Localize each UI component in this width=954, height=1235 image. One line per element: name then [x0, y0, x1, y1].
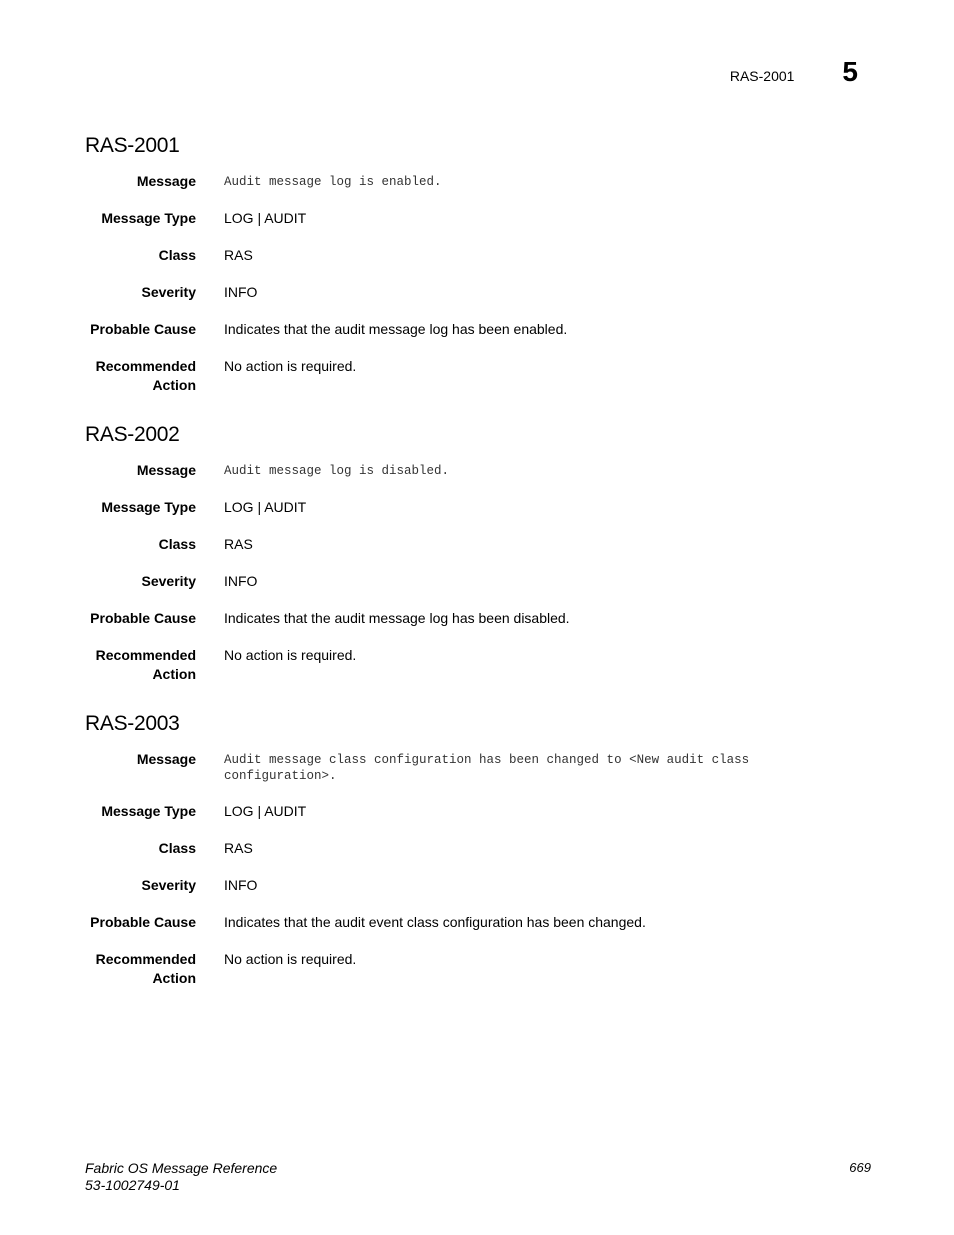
header-chapter-number: 5 [842, 56, 858, 87]
field-message-type [85, 802, 875, 821]
field-value: No action is required. [224, 647, 357, 663]
footer-page-number: 669 [849, 1160, 871, 1175]
message-entry [85, 423, 875, 684]
field-value: INFO [224, 573, 258, 589]
field-value: INFO [224, 877, 258, 893]
field-value: Audit message log is disabled. [224, 464, 450, 478]
field-label: Message [136, 173, 196, 189]
document-content [85, 134, 875, 1016]
field-severity [85, 572, 875, 591]
field-value: No action is required. [224, 951, 357, 967]
field-probable-cause [85, 320, 875, 339]
field-label: Severity [141, 284, 196, 300]
field-label: Severity [141, 573, 196, 589]
field-value: Indicates that the audit message log has been enabled. [224, 321, 568, 337]
field-message [85, 461, 875, 480]
field-label: Message Type [101, 803, 196, 819]
field-probable-cause [85, 913, 875, 932]
field-class [85, 839, 875, 858]
field-class [85, 535, 875, 554]
field-label: Probable Cause [90, 610, 196, 626]
field-value: RAS [224, 247, 253, 263]
page-header [730, 56, 858, 88]
footer-doc-number: 53-1002749-01 [85, 1177, 180, 1193]
field-recommended-action [85, 950, 875, 988]
entry-title: RAS-2001 [85, 134, 180, 157]
field-message [85, 750, 875, 784]
field-label: Recommended Action [95, 647, 196, 682]
field-label: Message [136, 462, 196, 478]
message-entry [85, 134, 875, 395]
field-value: No action is required. [224, 358, 357, 374]
field-value: LOG | AUDIT [224, 803, 307, 819]
field-severity [85, 876, 875, 895]
field-label: Message [136, 751, 196, 767]
field-value: Audit message class configuration has been changed to <New audit class configuration>. [224, 753, 750, 783]
field-recommended-action [85, 357, 875, 395]
field-value: LOG | AUDIT [224, 499, 307, 515]
field-label: Class [158, 840, 196, 856]
page-footer [85, 1160, 871, 1194]
field-value: RAS [224, 840, 253, 856]
field-label: Class [158, 247, 196, 263]
field-class [85, 246, 875, 265]
field-label: Probable Cause [90, 914, 196, 930]
field-value: LOG | AUDIT [224, 210, 307, 226]
footer-doc-title: Fabric OS Message Reference [85, 1160, 278, 1176]
field-recommended-action [85, 646, 875, 684]
field-label: Recommended Action [95, 358, 196, 393]
field-severity [85, 283, 875, 302]
field-value: Audit message log is enabled. [224, 175, 442, 189]
field-value: Indicates that the audit event class configuration has been changed. [224, 914, 646, 930]
message-entry [85, 712, 875, 988]
field-value: Indicates that the audit message log has been disabled. [224, 610, 570, 626]
field-message-type [85, 209, 875, 228]
field-message-type [85, 498, 875, 517]
field-label: Probable Cause [90, 321, 196, 337]
field-probable-cause [85, 609, 875, 628]
header-section-label: RAS-2001 [729, 68, 795, 84]
field-label: Message Type [101, 499, 196, 515]
field-label: Recommended Action [95, 951, 196, 986]
field-message [85, 172, 875, 191]
field-value: RAS [224, 536, 253, 552]
field-value: INFO [224, 284, 258, 300]
field-label: Class [158, 536, 196, 552]
entry-title: RAS-2002 [85, 423, 180, 446]
field-label: Message Type [101, 210, 196, 226]
field-label: Severity [141, 877, 196, 893]
entry-title: RAS-2003 [85, 712, 180, 735]
